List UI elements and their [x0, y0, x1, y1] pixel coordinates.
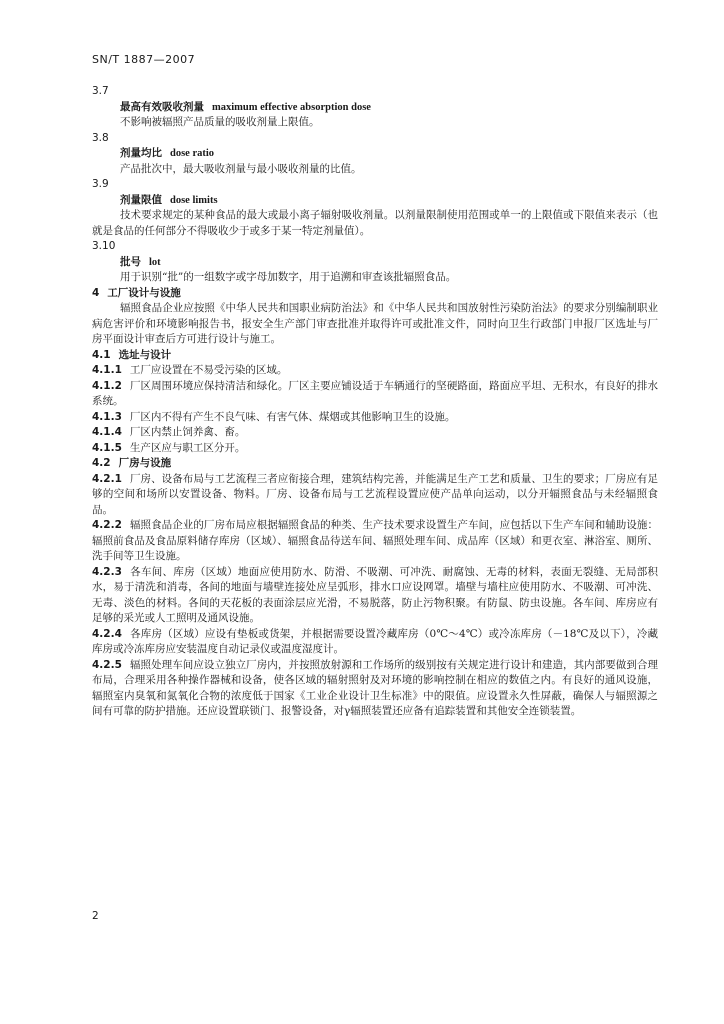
subsection-number: 4.1	[92, 348, 111, 361]
subsection-title: 选址与设计	[118, 348, 172, 361]
clause	[92, 565, 658, 627]
definition-term	[92, 193, 658, 209]
definition-number: 3.9	[92, 178, 109, 190]
clause-text: 各库房（区域）应设有垫板或货架，并根据需要设置冷藏库房（0℃～4℃）或冷冻库房（－18℃及以下），冷藏库房或冷冻库房应安装温度自动记录仪或温度湿度计。	[92, 627, 658, 655]
subsection-number: 4.2	[92, 457, 111, 469]
clause-text: 生产区应与职工区分开。	[129, 441, 246, 454]
clause-number: 4.1.3	[92, 410, 122, 423]
clause-number: 4.1.4	[92, 426, 122, 438]
clause-number: 4.1.2	[92, 379, 122, 392]
clause-text: 辐照食品企业的厂房布局应根据辐照食品的种类、生产技术要求设置生产车间，应包括以下生产车间和辅助设施：辐照前食品及食品原料储存库房（区域）、辐照食品待送车间、辐照处理车间、成品库（区域）和更衣室、淋浴室、厕所、洗手间等卫生设施。	[92, 519, 658, 562]
subsection-heading	[92, 456, 658, 472]
standard-code-header: SN/T 1887—2007	[92, 53, 196, 66]
clause	[92, 518, 658, 565]
clause-text: 厂区内禁止饲养禽、畜。	[129, 426, 246, 438]
definition-text: 用于识别“批”的一组数字或字母加数字，用于追溯和审查该批辐照食品。	[120, 271, 457, 283]
definition-number: 3.7	[92, 85, 109, 97]
section-number: 4	[92, 286, 100, 299]
term-english: dose limits	[170, 194, 218, 206]
clause	[92, 627, 658, 658]
definition-term	[92, 255, 658, 271]
clause-number: 4.2.4	[92, 627, 122, 640]
term-english: dose ratio	[170, 148, 215, 159]
clause-number: 4.2.5	[92, 658, 122, 671]
clause-text: 工厂应设置在不易受污染的区域。	[129, 364, 288, 376]
definition-number: 3.8	[92, 131, 109, 144]
subsection-title: 厂房与设施	[118, 457, 172, 469]
term-chinese: 剂量限值	[120, 193, 162, 206]
term-english: maximum effective absorption dose	[212, 101, 371, 113]
section-heading	[92, 286, 658, 302]
clause	[92, 425, 658, 441]
definition-text: 不影响被辐照产品质量的吸收剂量上限值。	[120, 116, 320, 128]
definition-term	[92, 100, 658, 116]
clause-number: 4.1.5	[92, 441, 122, 454]
clause	[92, 472, 658, 519]
definition-term	[92, 146, 658, 162]
clause	[92, 658, 658, 720]
clause	[92, 410, 658, 426]
section-title: 工厂设计与设施	[107, 286, 181, 299]
term-chinese: 批号	[120, 255, 141, 268]
term-chinese: 最高有效吸收剂量	[120, 100, 204, 113]
section-intro: 辐照食品企业应按照《中华人民共和国职业病防治法》和《中华人民共和国放射性污染防治法》的要求分别编制职业病危害评价和环境影响报告书，报安全生产部门审查批准并取得许可或批准文件，同时向卫生行政部门申报厂区选址与厂房平面设计审查后方可进行设计与施工。	[92, 302, 658, 345]
clause-text: 厂区周围环境应保持清洁和绿化。厂区主要应铺设适于车辆通行的坚硬路面，路面应平坦、无积水，有良好的排水系统。	[92, 379, 658, 407]
clause-text: 辐照处理车间应设立独立厂房内，并按照放射源和工作场所的级别按有关规定进行设计和建造，其内部要做到合理布局，合理采用各种操作器械和设备，使各区域的辐射照射及对环境的影响控制在相应的数值之内。有良好的通风设施，辐照室内臭氧和氮氧化合物的浓度低于国家《工业企业设计卫生标准》中的限值。应设置永久性屏蔽，确保人与辐照源之间有可靠的防护措施。还应设置联锁门、报警设备，对γ辐照装置还应备有追踪装置和其他安全连锁装置。	[92, 658, 658, 717]
subsection-heading	[92, 348, 658, 364]
clause-number: 4.2.3	[92, 565, 122, 578]
definition-number: 3.10	[92, 240, 116, 252]
clause	[92, 363, 658, 379]
term-english: lot	[149, 256, 161, 268]
clause-number: 4.2.1	[92, 472, 122, 485]
definition-text: 产品批次中，最大吸收剂量与最小吸收剂量的比值。	[120, 162, 362, 175]
clause-number: 4.2.2	[92, 519, 122, 531]
definition-text: 技术要求规定的某种食品的最大或最小离子辐射吸收剂量。以剂量限制使用范围或单一的上限值或下限值来表示（也就是食品的任何部分不得吸收少于或多于某一特定剂量值）。	[92, 209, 658, 237]
clause-text: 厂区内不得有产生不良气味、有害气体、煤烟或其他影响卫生的设施。	[129, 410, 456, 423]
clause	[92, 379, 658, 410]
clause-number: 4.1.1	[92, 364, 122, 376]
clause	[92, 441, 658, 457]
term-chinese: 剂量均比	[120, 147, 162, 159]
clause-text: 厂房、设备布局与工艺流程三者应衔接合理，建筑结构完善，并能满足生产工艺和质量、卫生的要求；厂房应有足够的空间和场所以安置设备、物料。厂房、设备布局与工艺流程设置应使产品单向运动，以分开辐照食品与未经辐照食品。	[92, 472, 658, 516]
clause-text: 各车间、库房（区域）地面应使用防水、防滑、不吸潮、可冲洗、耐腐蚀、无毒的材料，表面无裂缝、无局部积水，易于清洗和消毒，各间的地面与墙壁连接处应呈弧形，排水口应设网罩。墙壁与墙柱应使用防水、不吸潮、可冲洗、无毒、淡色的材料。各间的天花板的表面涂层应光滑，不易脱落，防止污物积聚。有防鼠、防虫设施。各车间、库房应有足够的采光或人工照明及通风设施。	[92, 565, 658, 624]
document-body	[92, 84, 658, 720]
page-number: 2	[92, 910, 99, 922]
